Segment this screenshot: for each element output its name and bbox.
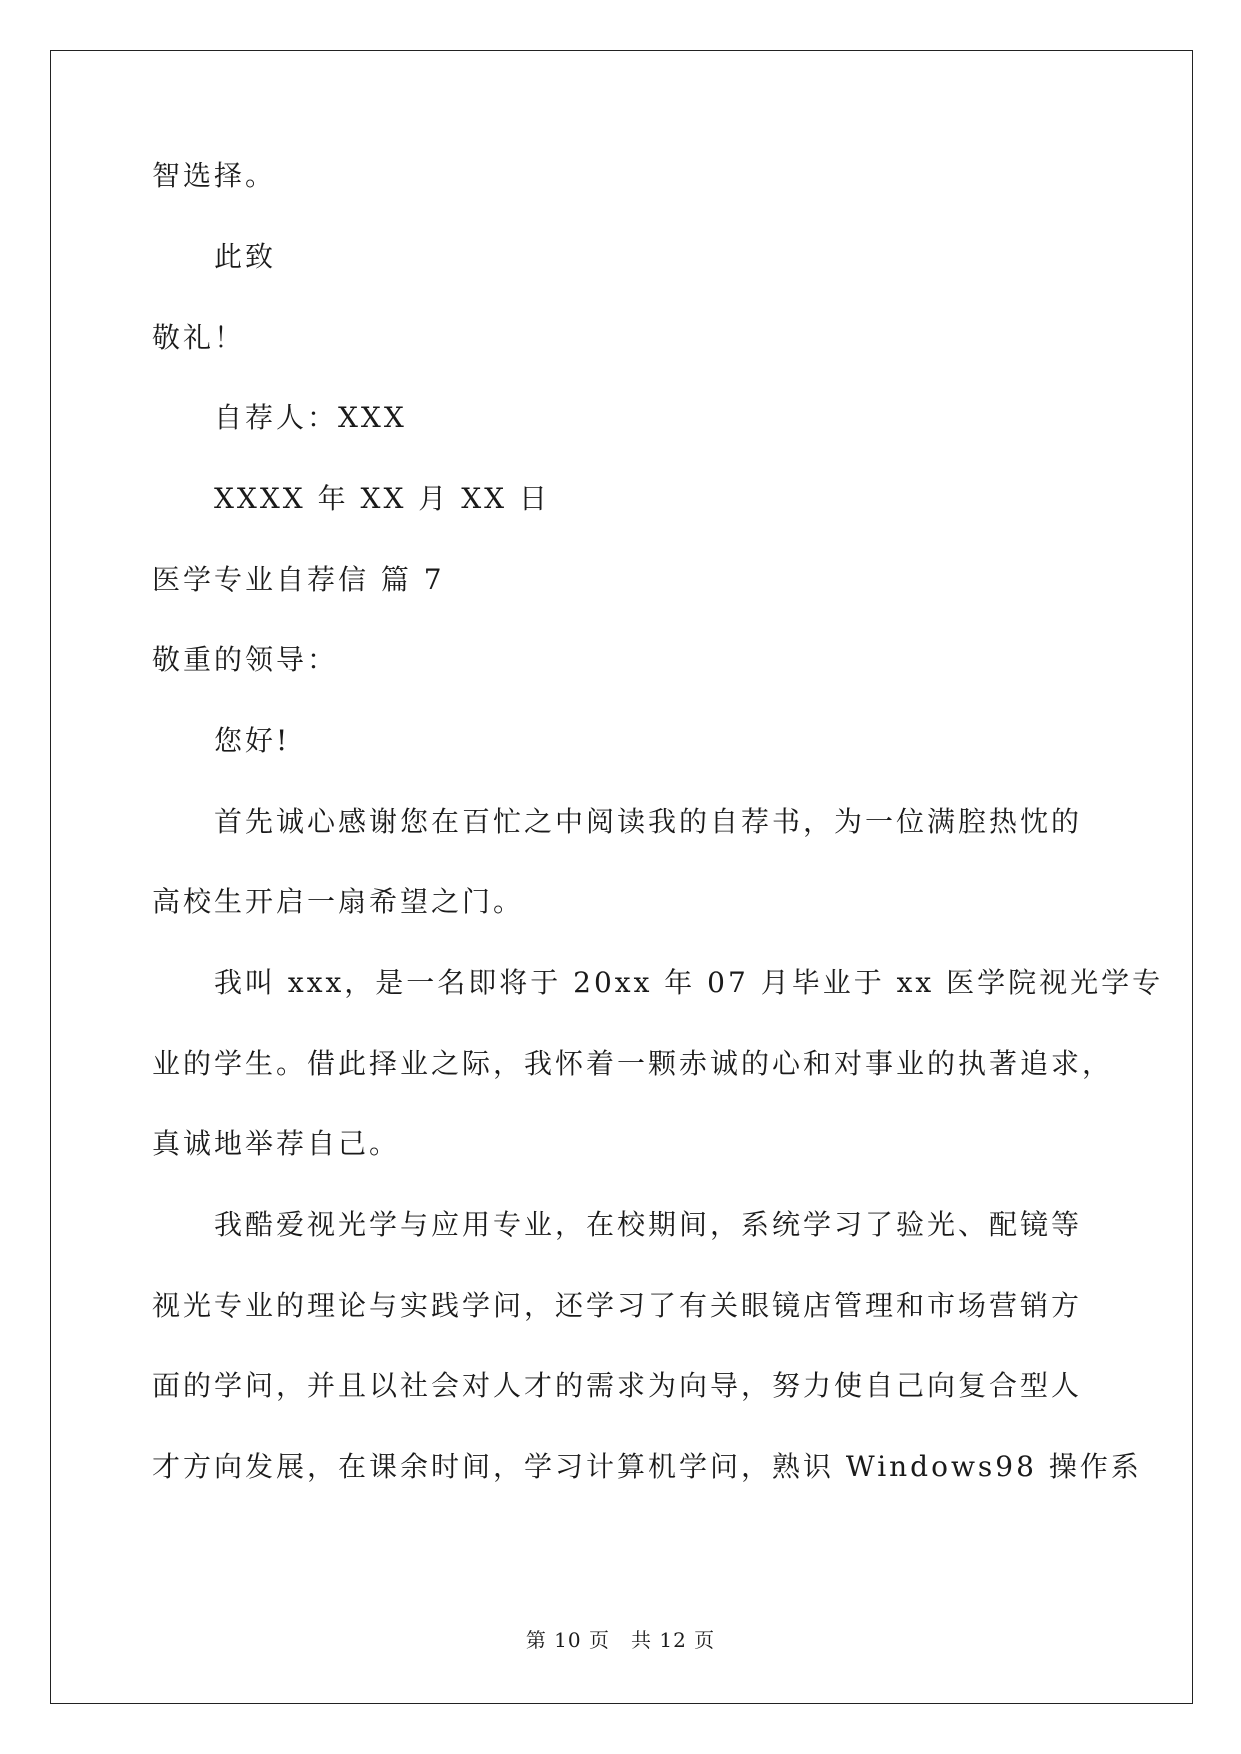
text-line: 敬礼！: [152, 321, 246, 354]
page-number-footer: 第 10 页 共 12 页: [525, 1628, 716, 1652]
salutation: 敬重的领导：: [152, 643, 339, 676]
section-heading: 医学专业自荐信 篇 7: [152, 563, 445, 596]
text-line: 自荐人：XXX: [214, 401, 407, 434]
text-line: 您好!: [214, 724, 291, 757]
paragraph-line: 高校生开启一扇希望之门。: [152, 885, 525, 918]
paragraph-line: 才方向发展，在课余时间，学习计算机学问，熟识 Windows98 操作系: [152, 1450, 1142, 1483]
paragraph-line: 视光专业的理论与实践学问，还学习了有关眼镜店管理和市场营销方: [152, 1289, 1083, 1322]
paragraph-line: 真诚地举荐自己。: [152, 1127, 401, 1160]
paragraph-line: 业的学生。借此择业之际，我怀着一颗赤诚的心和对事业的执著追求，: [152, 1047, 1114, 1080]
paragraph-line: 首先诚心感谢您在百忙之中阅读我的自荐书，为一位满腔热忱的: [214, 805, 1083, 838]
paragraph-line: 我叫 xxx，是一名即将于 20xx 年 07 月毕业于 xx 医学院视光学专: [214, 966, 1164, 999]
text-line: XXXX 年 XX 月 XX 日: [214, 482, 550, 515]
text-line: 此致: [214, 240, 277, 273]
paragraph-line: 我酷爱视光学与应用专业，在校期间，系统学习了验光、配镜等: [214, 1208, 1083, 1241]
paragraph-line: 面的学问，并且以社会对人才的需求为向导，努力使自己向复合型人: [152, 1369, 1083, 1402]
text-line: 智选择。: [152, 159, 277, 192]
